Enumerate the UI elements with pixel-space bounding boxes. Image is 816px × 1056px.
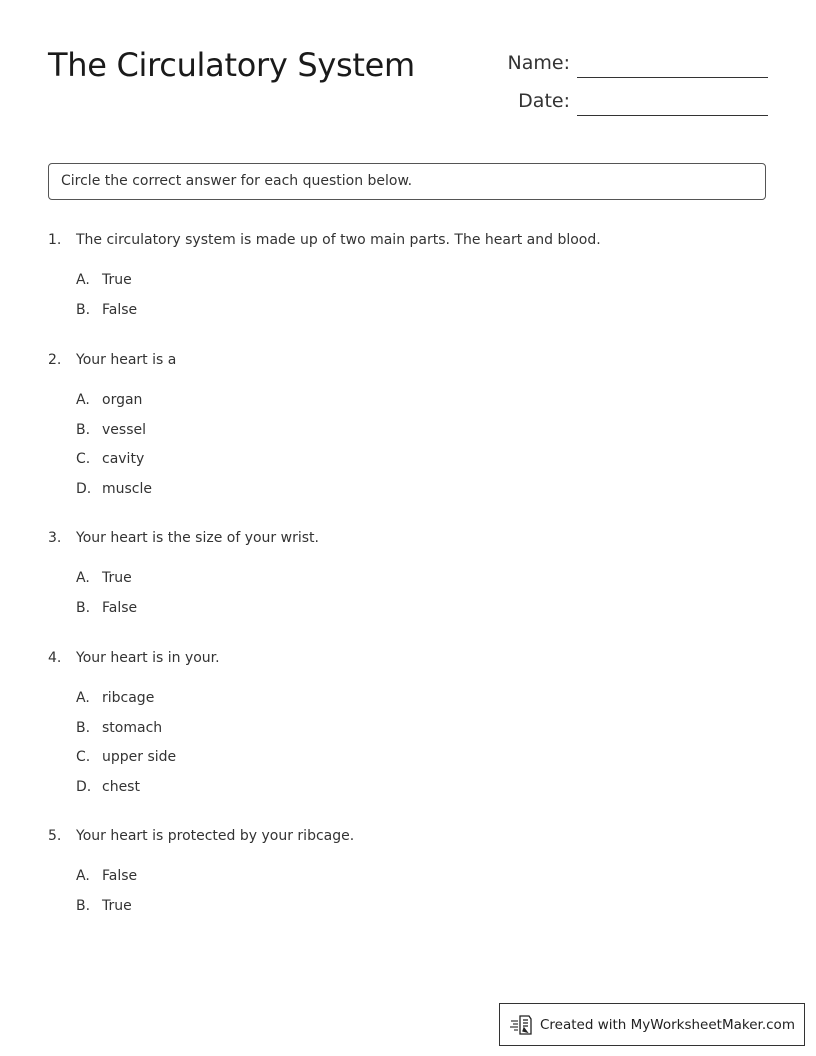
answer-options bbox=[48, 688, 768, 806]
answer-option bbox=[76, 568, 768, 598]
answer-options bbox=[48, 866, 768, 925]
question-number: 4. bbox=[48, 650, 62, 666]
question-4 bbox=[48, 648, 768, 806]
question-stem bbox=[48, 826, 768, 846]
question-number: 5. bbox=[48, 828, 62, 844]
question-text: Your heart is in your. bbox=[76, 650, 220, 666]
instructions-box: Circle the correct answer for each question below. bbox=[48, 163, 766, 200]
question-stem bbox=[48, 648, 768, 668]
answer-option bbox=[76, 747, 768, 777]
answer-option bbox=[76, 449, 768, 479]
date-field bbox=[518, 88, 768, 114]
question-text: Your heart is a bbox=[76, 352, 177, 368]
answer-options bbox=[48, 390, 768, 508]
created-with-badge[interactable] bbox=[499, 1003, 805, 1046]
question-text: The circulatory system is made up of two main parts. The heart and blood. bbox=[76, 232, 601, 248]
option-letter: A. bbox=[76, 392, 90, 408]
question-stem bbox=[48, 230, 768, 250]
answer-option bbox=[76, 718, 768, 748]
option-text: True bbox=[102, 570, 132, 586]
answer-option bbox=[76, 598, 768, 628]
question-2 bbox=[48, 350, 768, 508]
option-letter: A. bbox=[76, 272, 90, 288]
answer-option bbox=[76, 420, 768, 450]
option-text: stomach bbox=[102, 719, 163, 736]
option-text: cavity bbox=[102, 451, 145, 467]
option-letter: A. bbox=[76, 690, 90, 706]
question-text: Your heart is protected by your ribcage. bbox=[76, 828, 355, 844]
worksheet-maker-logo-icon bbox=[510, 1014, 534, 1036]
option-letter: B. bbox=[76, 421, 91, 438]
option-letter: A. bbox=[76, 868, 90, 884]
question-number: 1. bbox=[48, 232, 62, 248]
option-text: True bbox=[102, 897, 132, 914]
answer-option bbox=[76, 777, 768, 807]
question-5 bbox=[48, 826, 768, 925]
name-label: Name: bbox=[507, 52, 570, 74]
option-letter: B. bbox=[76, 897, 91, 914]
option-text: vessel bbox=[102, 421, 146, 438]
option-letter: B. bbox=[76, 719, 91, 736]
option-letter: D. bbox=[76, 778, 92, 795]
answer-option bbox=[76, 270, 768, 300]
option-text: chest bbox=[102, 778, 140, 795]
answer-option bbox=[76, 688, 768, 718]
page-title: The Circulatory System bbox=[48, 46, 415, 84]
answer-options bbox=[48, 568, 768, 627]
option-letter: C. bbox=[76, 749, 91, 765]
footer-text: Created with MyWorksheetMaker.com bbox=[540, 1016, 795, 1033]
answer-options bbox=[48, 270, 768, 329]
option-text: organ bbox=[102, 392, 143, 408]
option-text: upper side bbox=[102, 749, 177, 765]
answer-option bbox=[76, 300, 768, 330]
name-field bbox=[508, 50, 768, 76]
option-text: False bbox=[102, 301, 138, 318]
question-3 bbox=[48, 528, 768, 627]
date-label: Date: bbox=[518, 90, 570, 112]
answer-option bbox=[76, 896, 768, 926]
question-number: 3. bbox=[48, 530, 62, 546]
option-letter: B. bbox=[76, 599, 91, 616]
answer-option bbox=[76, 390, 768, 420]
name-blank-line bbox=[577, 51, 768, 78]
question-stem bbox=[48, 350, 768, 370]
option-text: False bbox=[102, 868, 138, 884]
question-stem bbox=[48, 528, 768, 548]
answer-option bbox=[76, 479, 768, 509]
option-text: muscle bbox=[102, 480, 153, 497]
option-letter: C. bbox=[76, 451, 91, 467]
option-letter: B. bbox=[76, 301, 91, 318]
question-text: Your heart is the size of your wrist. bbox=[76, 530, 319, 546]
option-text: True bbox=[102, 272, 132, 288]
question-number: 2. bbox=[48, 352, 62, 368]
option-text: ribcage bbox=[102, 690, 155, 706]
option-letter: D. bbox=[76, 480, 92, 497]
date-blank-line bbox=[577, 89, 768, 116]
option-text: False bbox=[102, 599, 138, 616]
question-1 bbox=[48, 230, 768, 329]
answer-option bbox=[76, 866, 768, 896]
option-letter: A. bbox=[76, 570, 90, 586]
